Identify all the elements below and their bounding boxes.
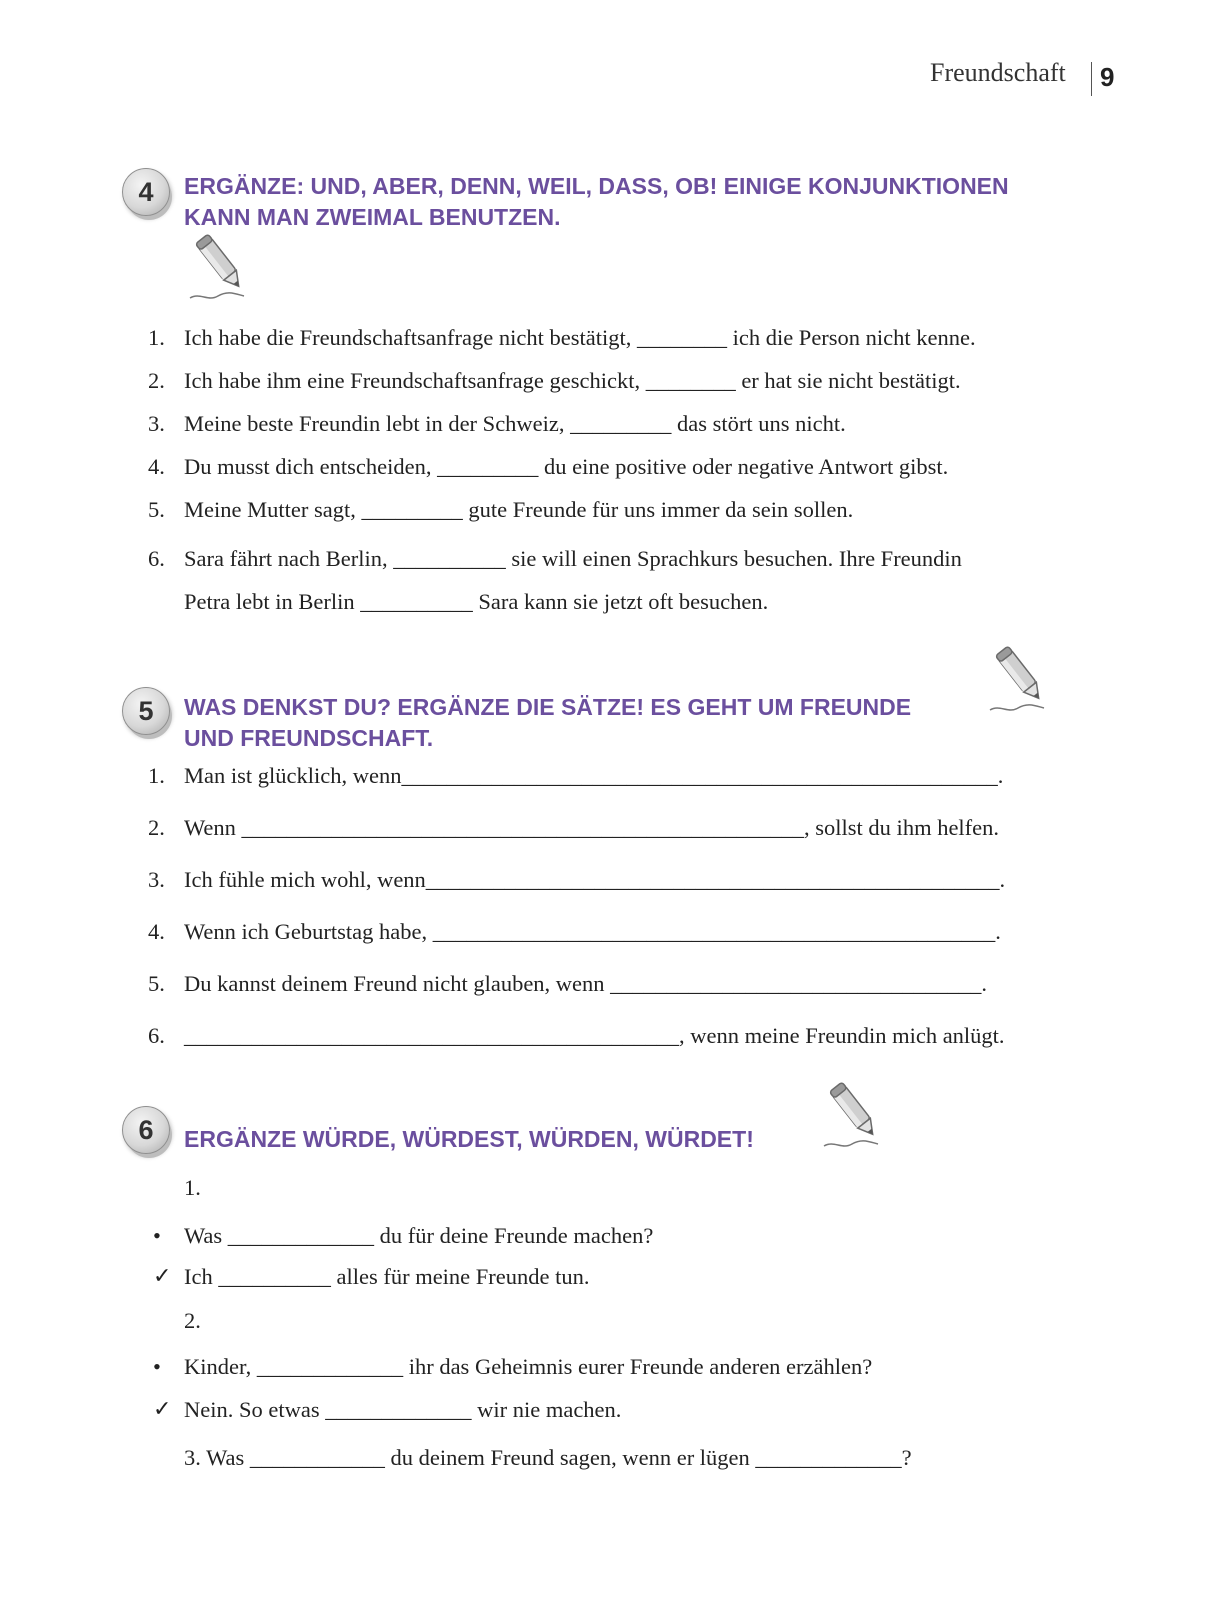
- item-number: 3.: [148, 867, 165, 892]
- item-text: Meine Mutter sagt, _________ gute Freunde für uns immer da sein sollen.: [184, 497, 854, 522]
- item-number: 6.: [148, 1023, 165, 1048]
- dialogue-answer: [0, 1263, 1229, 1291]
- exercise-number-badge: 5: [122, 687, 170, 735]
- exercise-heading-line2: UND FREUNDSCHAFT.: [184, 725, 434, 751]
- item-text: Petra lebt in Berlin __________ Sara kann sie jetzt oft besuchen.: [184, 589, 769, 614]
- exercise-item: [0, 814, 1229, 842]
- item-text: Ich habe die Freundschaftsanfrage nicht bestätigt, ________ ich die Person nicht kenne.: [184, 325, 976, 350]
- pencil-icon: [188, 230, 254, 304]
- item-text: Meine beste Freundin lebt in der Schweiz, _________ das stört uns nicht.: [184, 411, 846, 436]
- question-text: Was _____________ du für deine Freunde machen?: [184, 1223, 654, 1248]
- item-text: Du musst dich entscheiden, _________ du eine positive oder negative Antwort gibst.: [184, 454, 949, 479]
- exercise-number-badge: 4: [122, 168, 170, 216]
- pencil-icon: [822, 1078, 888, 1152]
- exercise-item: [0, 545, 1229, 573]
- dialogue-question: [0, 1353, 1229, 1381]
- checkmark-icon: ✓: [153, 1264, 172, 1289]
- running-title: Freundschaft: [930, 58, 1066, 87]
- page-number: 9: [1100, 62, 1115, 92]
- item-number: 4.: [148, 919, 165, 944]
- answer-text: Ich __________ alles für meine Freunde tun.: [184, 1264, 590, 1289]
- exercise-item: [0, 918, 1229, 946]
- exercise-item: [0, 410, 1229, 438]
- group-number: 2.: [184, 1308, 201, 1333]
- checkmark-icon: ✓: [153, 1397, 172, 1422]
- question-text: Kinder, _____________ ihr das Geheimnis eurer Freunde anderen erzählen?: [184, 1354, 873, 1379]
- header-divider: [1091, 62, 1092, 96]
- dialogue-answer: [0, 1396, 1229, 1424]
- exercise-item: [0, 367, 1229, 395]
- item-number: 2.: [148, 368, 165, 393]
- exercise-item: [0, 866, 1229, 894]
- item-text: Ich habe ihm eine Freundschaftsanfrage geschickt, ________ er hat sie nicht bestätigt.: [184, 368, 961, 393]
- item-text: Ich fühle mich wohl, wenn___________________________________________________.: [184, 867, 1006, 892]
- item-text: Man ist glücklich, wenn_____________________________________________________.: [184, 763, 1004, 788]
- item-number: 5.: [148, 497, 165, 522]
- answer-text: Nein. So etwas _____________ wir nie machen.: [184, 1397, 622, 1422]
- item-number: 5.: [148, 971, 165, 996]
- exercise-number-badge: 6: [122, 1106, 170, 1154]
- exercise-heading: ERGÄNZE WÜRDE, WÜRDEST, WÜRDEN, WÜRDET!: [184, 1126, 754, 1152]
- item-text: 3. Was ____________ du deinem Freund sagen, wenn er lügen _____________?: [184, 1445, 912, 1470]
- item-text: Sara fährt nach Berlin, __________ sie will einen Sprachkurs besuchen. Ihre Freundin: [184, 546, 962, 571]
- item-text: Wenn ich Geburtstag habe, __________________________________________________.: [184, 919, 1001, 944]
- exercise-heading-line1: WAS DENKST DU? ERGÄNZE DIE SÄTZE! ES GEHT UM FREUNDE: [184, 694, 912, 720]
- exercise-item: [0, 762, 1229, 790]
- group-number: 1.: [184, 1175, 201, 1200]
- item-text: ____________________________________________, wenn meine Freundin mich anlügt.: [184, 1023, 1005, 1048]
- exercise-item: [0, 453, 1229, 481]
- bullet-icon: •: [153, 1223, 161, 1248]
- dialogue-question: [0, 1222, 1229, 1250]
- item-number: 4.: [148, 454, 165, 479]
- bullet-icon: •: [153, 1354, 161, 1379]
- item-number: 2.: [148, 815, 165, 840]
- exercise-item: [0, 970, 1229, 998]
- exercise-item: [0, 324, 1229, 352]
- item-text: Du kannst deinem Freund nicht glauben, wenn _________________________________.: [184, 971, 988, 996]
- exercise-item: [0, 1022, 1229, 1050]
- item-number: 3.: [148, 411, 165, 436]
- item-text: Wenn __________________________________________________, sollst du ihm helfen.: [184, 815, 1000, 840]
- item-number: 1.: [148, 763, 165, 788]
- exercise-item: [0, 1444, 1229, 1472]
- dialogue-group-label: [0, 1174, 1229, 1202]
- exercise-item-continuation: [0, 588, 1229, 616]
- pencil-icon: [988, 642, 1054, 716]
- exercise-item: [0, 496, 1229, 524]
- exercise-heading-line2: KANN MAN ZWEIMAL BENUTZEN.: [184, 204, 561, 230]
- exercise-heading-line1: ERGÄNZE: UND, ABER, DENN, WEIL, DASS, OB! EINIGE KONJUNKTIONEN: [184, 173, 1009, 199]
- item-number: 6.: [148, 546, 165, 571]
- dialogue-group-label: [0, 1307, 1229, 1335]
- item-number: 1.: [148, 325, 165, 350]
